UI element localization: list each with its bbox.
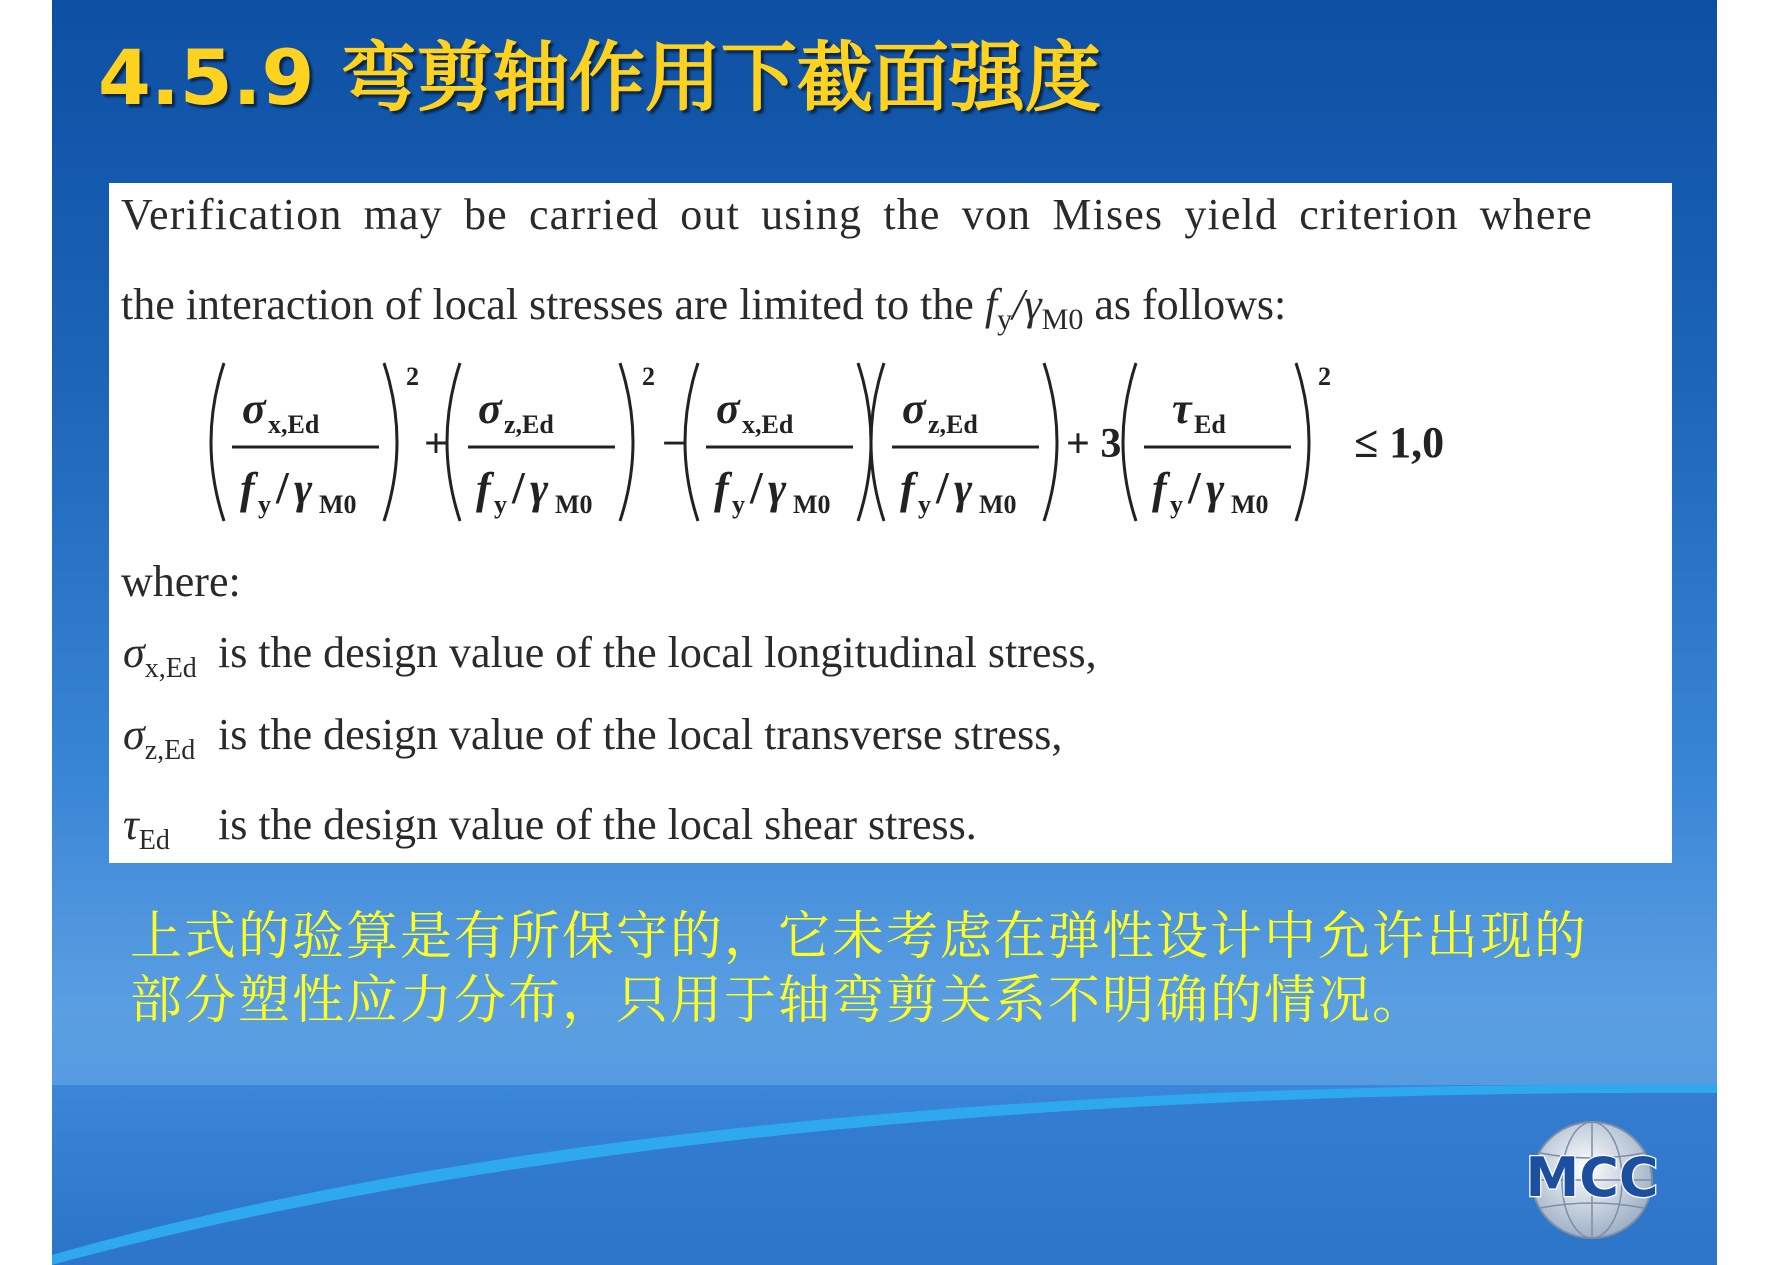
op-plus: + — [424, 421, 448, 467]
op-plus-three: + 3 — [1066, 421, 1122, 467]
t1-gamma: γ — [294, 464, 313, 513]
mcc-logo — [1510, 1118, 1675, 1243]
t5-tau: τ — [1172, 384, 1192, 433]
inline-f: f — [984, 280, 998, 329]
note-line-2: 部分塑性应力分布，只用于轴弯剪关系不明确的情况。 — [130, 971, 1427, 1031]
decorative-swoosh — [52, 1030, 1717, 1265]
t3-slash: / — [750, 462, 763, 513]
intro-line-2-prefix: the interaction of local stresses are limited to the — [121, 280, 985, 329]
t4-f: f — [900, 464, 915, 513]
t5-exponent: 2 — [1318, 362, 1331, 391]
slide-title: 4.5.9 弯剪轴作用下截面强度 — [98, 33, 1101, 122]
definition-text: is the design value of the local transverse stress, — [218, 710, 1063, 759]
t2-f: f — [476, 464, 491, 513]
t4-gamma: γ — [954, 464, 973, 513]
definition-greek: τ — [123, 800, 139, 849]
definition-subscript: x,Ed — [144, 652, 197, 684]
t2-m0: M0 — [555, 490, 593, 519]
t3-sigma: σ — [716, 384, 740, 433]
t4-m0: M0 — [979, 490, 1017, 519]
formula-term-2 — [447, 362, 655, 521]
definition-row — [123, 800, 977, 856]
inline-gamma: γ — [1024, 280, 1042, 329]
t4-sub: z,Ed — [928, 410, 978, 439]
definition-row — [123, 628, 1097, 684]
definition-greek: σ — [123, 628, 145, 677]
definition-symbol — [123, 800, 218, 856]
t2-y: y — [494, 490, 507, 519]
formula-term-3 — [685, 363, 871, 521]
t1-m0: M0 — [319, 490, 357, 519]
t1-sub: x,Ed — [268, 410, 320, 439]
intro-line-1: Verification may be carried out using the von Mises yield criterion where — [121, 190, 1593, 239]
where-label: where: — [121, 557, 241, 606]
t5-slash: / — [1188, 462, 1201, 513]
slide — [52, 0, 1717, 1265]
t3-sub: x,Ed — [742, 410, 794, 439]
t1-f: f — [240, 464, 255, 513]
t1-sigma: σ — [242, 384, 266, 433]
t4-slash: / — [936, 462, 949, 513]
definition-subscript: z,Ed — [144, 734, 196, 766]
t1-slash: / — [276, 462, 289, 513]
inline-m0: M0 — [1041, 302, 1084, 336]
note-line-1: 上式的验算是有所保守的，它未考虑在弹性设计中允许出现的 — [130, 907, 1589, 967]
t5-f: f — [1152, 464, 1167, 513]
von-mises-formula — [194, 355, 1614, 530]
inline-y: y — [997, 302, 1013, 336]
formula-term-4 — [871, 363, 1057, 521]
t3-gamma: γ — [768, 464, 787, 513]
t4-y: y — [918, 490, 931, 519]
t5-y: y — [1170, 490, 1183, 519]
t3-y: y — [732, 490, 745, 519]
t2-slash: / — [512, 462, 525, 513]
t5-sub: Ed — [1194, 410, 1226, 439]
chinese-note — [130, 905, 1660, 1033]
t2-gamma: γ — [530, 464, 549, 513]
definition-subscript: Ed — [138, 824, 170, 856]
definition-row — [123, 710, 1063, 766]
formula-term-5 — [1123, 362, 1331, 521]
formula-term-1 — [211, 362, 419, 521]
t3-f: f — [714, 464, 729, 513]
t2-sub: z,Ed — [504, 410, 554, 439]
t1-exponent: 2 — [406, 362, 419, 391]
t1-y: y — [258, 490, 271, 519]
t4-sigma: σ — [902, 384, 926, 433]
definition-symbol — [123, 628, 218, 684]
t2-sigma: σ — [478, 384, 502, 433]
intro-line-2 — [121, 280, 1287, 336]
op-minus: − — [662, 421, 686, 467]
definition-text: is the design value of the local shear stress. — [218, 800, 977, 849]
definition-symbol — [123, 710, 218, 766]
inline-formula — [984, 280, 1084, 336]
content-box — [109, 183, 1672, 863]
intro-line-2-suffix: as follows: — [1083, 280, 1287, 329]
t3-m0: M0 — [793, 490, 831, 519]
definition-text: is the design value of the local longitudinal stress, — [218, 628, 1097, 677]
definition-greek: σ — [123, 710, 145, 759]
t2-exponent: 2 — [642, 362, 655, 391]
formula-relation: ≤ 1,0 — [1354, 418, 1445, 467]
t5-gamma: γ — [1206, 464, 1225, 513]
t5-m0: M0 — [1231, 490, 1269, 519]
logo-text: MCC — [1525, 1146, 1659, 1209]
inline-slash: / — [1012, 280, 1025, 329]
